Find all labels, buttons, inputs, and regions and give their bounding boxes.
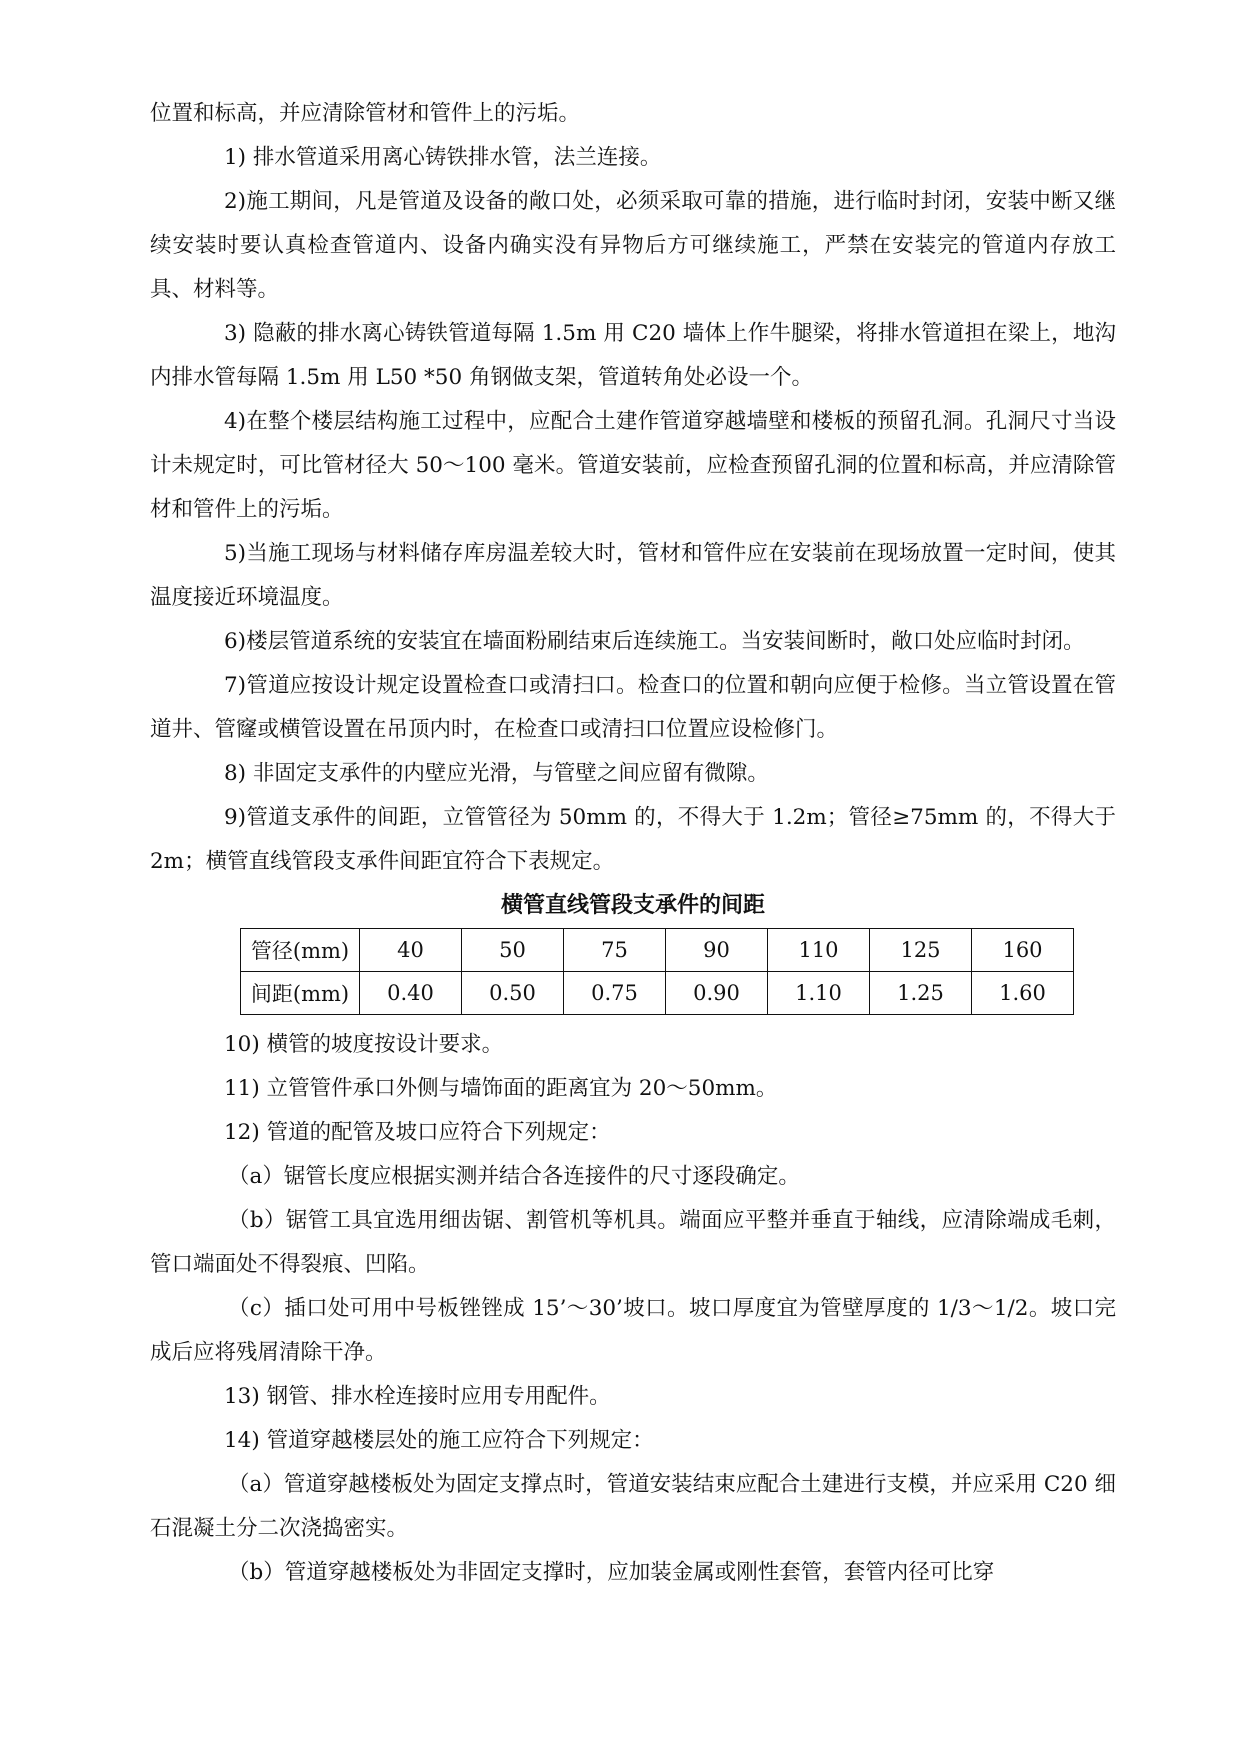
paragraph: 8) 非固定支承件的内壁应光滑，与管壁之间应留有微隙。 (224, 761, 769, 786)
paragraph: 12) 管道的配管及坡口应符合下列规定： (224, 1120, 611, 1145)
table-cell: 0.75 (564, 972, 666, 1015)
paragraph: 6)楼层管道系统的安装宜在墙面粉刷结束后连续施工。当安装间断时，敞口处应临时封闭。 (224, 629, 1085, 654)
paragraph: （b）锯管工具宜选用细齿锯、割管机等机具。端面应平整并垂直于轴线，应清除端成毛刺，管口端面处不得裂痕、凹陷。 (150, 1208, 1116, 1277)
paragraph: 11) 立管管件承口外侧与墙饰面的距离宜为 20～50mm。 (224, 1076, 778, 1101)
paragraph: （b）管道穿越楼板处为非固定支撑时，应加装金属或刚性套管，套管内径可比穿 (228, 1560, 995, 1585)
table-cell: 1.25 (870, 972, 972, 1015)
document-page (150, 92, 1116, 1595)
table-cell: 40 (360, 929, 462, 972)
table-row (241, 972, 1074, 1015)
spacing-table (240, 928, 1074, 1015)
paragraph: 位置和标高，并应清除管材和管件上的污垢。 (150, 101, 581, 126)
table-cell: 110 (768, 929, 870, 972)
table-cell: 0.50 (462, 972, 564, 1015)
paragraph: 10) 横管的坡度按设计要求。 (224, 1032, 504, 1057)
table-cell: 0.40 (360, 972, 462, 1015)
paragraph: 2)施工期间，凡是管道及设备的敞口处，必须采取可靠的措施，进行临时封闭，安装中断又继续安装时要认真检查管道内、设备内确实没有异物后方可继续施工，严禁在安装完的管道内存放工具、材料等。 (150, 189, 1116, 302)
paragraph: （a）锯管长度应根据实测并结合各连接件的尺寸逐段确定。 (228, 1164, 800, 1189)
table-row-header-spacing: 间距(mm) (241, 972, 360, 1015)
table-cell: 160 (972, 929, 1074, 972)
paragraph: （a）管道穿越楼板处为固定支撑点时，管道安装结束应配合土建进行支模，并应采用 C20 细石混凝土分二次浇捣密实。 (150, 1472, 1116, 1541)
table-row-header-diameter: 管径(mm) (241, 929, 360, 972)
table-cell: 1.10 (768, 972, 870, 1015)
paragraph: 4)在整个楼层结构施工过程中，应配合土建作管道穿越墙壁和楼板的预留孔洞。孔洞尺寸当设计未规定时，可比管材径大 50～100 毫米。管道安装前，应检查预留孔洞的位置和标高，并应清除管材和管件上的污垢。 (150, 409, 1116, 522)
table-row (241, 929, 1074, 972)
table-cell: 0.90 (666, 972, 768, 1015)
table-title: 横管直线管段支承件的间距 (500, 893, 765, 918)
table-cell: 75 (564, 929, 666, 972)
paragraph-group-bottom (150, 1023, 1116, 1595)
paragraph: （c）插口处可用中号板锉锉成 15’～30’坡口。坡口厚度宜为管壁厚度的 1/3～1/2。坡口完成后应将残屑清除干净。 (150, 1296, 1116, 1365)
paragraph: 1) 排水管道采用离心铸铁排水管，法兰连接。 (224, 145, 662, 170)
paragraph: 13) 钢管、排水栓连接时应用专用配件。 (224, 1384, 611, 1409)
table-cell: 90 (666, 929, 768, 972)
table-cell: 125 (870, 929, 972, 972)
paragraph: 14) 管道穿越楼层处的施工应符合下列规定： (224, 1428, 654, 1453)
paragraph-group-top (150, 92, 1116, 884)
table-cell: 50 (462, 929, 564, 972)
paragraph: 3) 隐蔽的排水离心铸铁管道每隔 1.5m 用 C20 墙体上作牛腿梁，将排水管道担在梁上，地沟内排水管每隔 1.5m 用 L50 *50 角钢做支架，管道转角处必设一个。 (150, 321, 1116, 390)
paragraph: 5)当施工现场与材料储存库房温差较大时，管材和管件应在安装前在现场放置一定时间，使其温度接近环境温度。 (150, 541, 1116, 610)
table-cell: 1.60 (972, 972, 1074, 1015)
paragraph: 9)管道支承件的间距，立管管径为 50mm 的，不得大于 1.2m；管径≥75mm 的，不得大于 2m；横管直线管段支承件间距宜符合下表规定。 (150, 805, 1116, 874)
paragraph: 7)管道应按设计规定设置检查口或清扫口。检查口的位置和朝向应便于检修。当立管设置在管道井、管窿或横管设置在吊顶内时，在检查口或清扫口位置应设检修门。 (150, 673, 1116, 742)
